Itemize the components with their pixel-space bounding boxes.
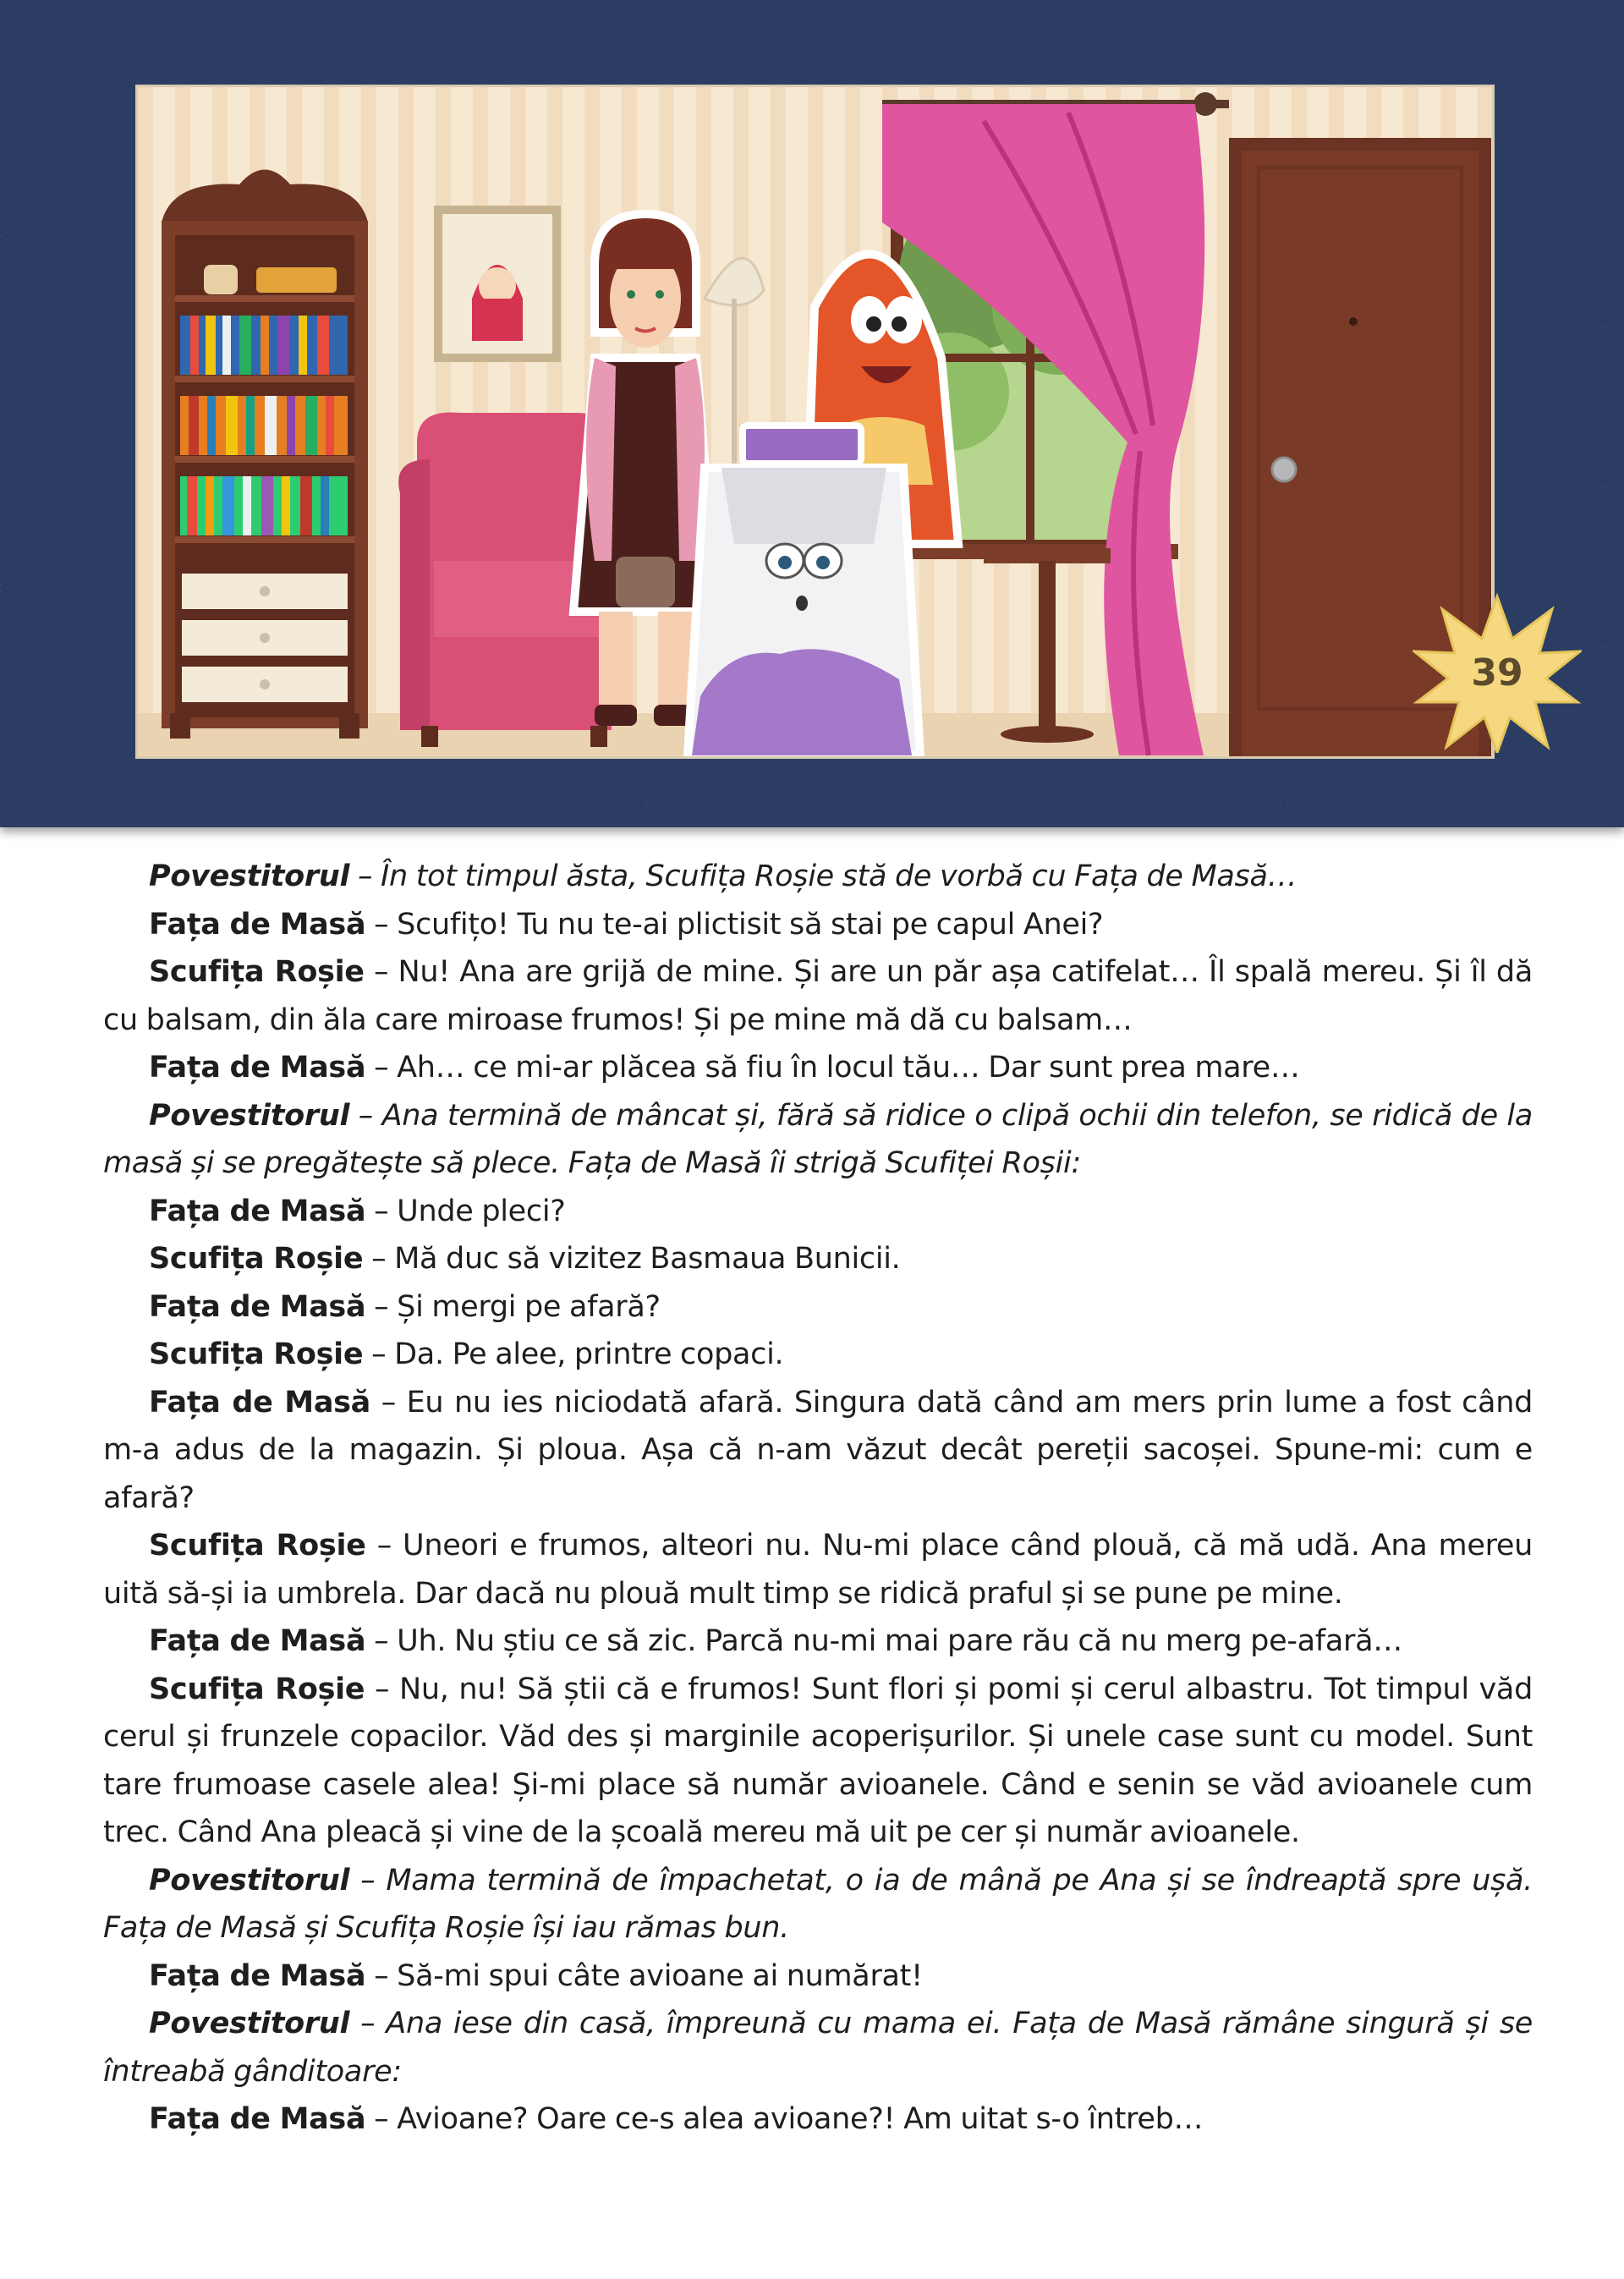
speaker-name: Fața de Masă	[149, 1385, 371, 1420]
paragraph-text: Ah… ce mi-ar plăcea să fiu în locul tău… Dar sunt prea mare…	[397, 1051, 1300, 1085]
dash: –	[365, 1194, 398, 1228]
speaker-name: Scufița Roșie	[149, 1529, 366, 1562]
narration-paragraph	[103, 1092, 1533, 1188]
room-scene	[138, 87, 1492, 756]
paragraph-text: Ana termină de mâncat și, fără să ridice o clipă ochii din telefon, se ridică de la masă și se pregătește să plece. Fața de Masă îi strigă Scufiței Roșii:	[103, 1098, 1533, 1180]
dash: –	[349, 2007, 387, 2040]
paragraph-text: Nu, nu! Să știi că e frumos! Sunt flori și pomi și cerul albastru. Tot timpul văd cerul și frunzele copacilor. Văd des și marginile acoperișurilor. Și unele case sunt cu model. Sunt tare frumoase casele alea! Și-mi place să număr avioanele. Când e senin se văd avioanele cum trec. Când Ana pleacă și vine de la școală mereu mă uit pe cer și număr avioanele.	[103, 1672, 1533, 1849]
speaker-name: Scufița Roșie	[149, 1337, 364, 1371]
paragraph-text: Nu! Ana are grijă de mine. Și are un păr așa catifelat… Îl spală mereu. Și îl dă cu balsam, din ăla care miroase frumos! Și pe mine mă dă cu balsam…	[103, 955, 1533, 1037]
dialogue-paragraph	[103, 1283, 1533, 1332]
speaker-name: Scufița Roșie	[149, 1242, 364, 1276]
dash: –	[363, 1337, 395, 1371]
paragraph-text: Mama termină de împachetat, o ia de mână pe Ana și se îndreaptă spre ușă. Fața de Masă și Scufița Roșie își iau rămas bun.	[103, 1863, 1533, 1945]
dialogue-paragraph	[103, 2095, 1533, 2144]
dialogue-paragraph	[103, 1379, 1533, 1523]
paragraph-text: Să-mi spui câte avioane ai numărat!	[397, 1958, 923, 1993]
bookshelf	[162, 170, 368, 739]
speaker-name: Fața de Masă	[149, 1051, 366, 1085]
paragraph-text: Scufițo! Tu nu te-ai plictisit să stai pe capul Anei?	[397, 907, 1104, 942]
narration-paragraph	[103, 853, 1533, 901]
paragraph-text: În tot timpul ăsta, Scufița Roșie stă de vorbă cu Fața de Masă…	[381, 859, 1298, 893]
paragraph-text: Și mergi pe afară?	[397, 1289, 661, 1324]
dialogue-paragraph	[103, 1617, 1533, 1666]
framed-portrait	[438, 210, 557, 358]
speaker-name: Povestitorul	[149, 2007, 350, 2040]
speaker-name: Scufița Roșie	[149, 955, 365, 989]
speaker-name: Fața de Masă	[149, 1624, 366, 1658]
speaker-name: Povestitorul	[149, 1098, 350, 1133]
speaker-name: Fața de Masă	[149, 1289, 366, 1324]
dialogue-paragraph	[103, 1331, 1533, 1379]
speaker-name: Povestitorul	[149, 1863, 350, 1897]
dash: –	[365, 1672, 399, 1706]
paragraph-text: Mă duc să vizitez Basmaua Bunicii.	[394, 1242, 901, 1276]
dash: –	[370, 1385, 407, 1420]
story-text	[103, 853, 1533, 2144]
dialogue-paragraph	[103, 1044, 1533, 1092]
dialogue-paragraph	[103, 1666, 1533, 1857]
paragraph-text: Uh. Nu știu ce să zic. Parcă nu-mi mai pare rău că nu merg pe-afară…	[397, 1624, 1402, 1658]
dash: –	[365, 907, 398, 942]
page-number-badge	[1413, 592, 1582, 753]
fata-de-masa-character	[688, 426, 920, 755]
dialogue-paragraph	[103, 948, 1533, 1044]
dash: –	[349, 1098, 382, 1133]
dash: –	[365, 1624, 398, 1658]
speaker-name: Scufița Roșie	[149, 1672, 365, 1706]
paragraph-text: Eu nu ies niciodată afară. Singura dată când am mers prin lume a fost când m-a adus de la magazin. Și ploua. Așa că n-am văzut decât pereții sacoșei. Spune-mi: cum e afară?	[103, 1385, 1533, 1515]
narration-paragraph	[103, 1857, 1533, 1952]
page-number: 39	[1471, 651, 1523, 695]
dash: –	[365, 1289, 398, 1324]
paragraph-text: Uneori e frumos, alteori nu. Nu-mi place când plouă, că mă udă. Ana mereu uită să-și ia umbrela. Dar dacă nu plouă mult timp se ridică praful și se pune pe mine.	[103, 1529, 1533, 1611]
dash: –	[364, 955, 398, 989]
paragraph-text: Unde pleci?	[397, 1194, 566, 1228]
dash: –	[349, 859, 381, 893]
dialogue-paragraph	[103, 1522, 1533, 1617]
dialogue-paragraph	[103, 1188, 1533, 1236]
dash: –	[363, 1242, 395, 1276]
narration-paragraph	[103, 2000, 1533, 2095]
dash: –	[365, 1529, 403, 1562]
paragraph-text: Da. Pe alee, printre copaci.	[394, 1337, 784, 1371]
speaker-name: Povestitorul	[149, 859, 350, 893]
dialogue-paragraph	[103, 1952, 1533, 2001]
speaker-name: Fața de Masă	[149, 1194, 366, 1228]
dash: –	[349, 1863, 387, 1897]
speaker-name: Fața de Masă	[149, 2102, 366, 2136]
dash: –	[365, 1051, 398, 1085]
paragraph-text: Ana iese din casă, împreună cu mama ei. Fața de Masă rămâne singură și se întreabă gânditoare:	[103, 2007, 1533, 2089]
illustration-frame	[0, 0, 1624, 827]
room-illustration	[135, 85, 1495, 759]
paragraph-text: Avioane? Oare ce-s alea avioane?! Am uitat s-o întreb…	[397, 2102, 1204, 2136]
dash: –	[365, 2102, 398, 2136]
speaker-name: Fața de Masă	[149, 1958, 366, 1993]
dialogue-paragraph	[103, 1235, 1533, 1283]
speaker-name: Fața de Masă	[149, 907, 366, 942]
dialogue-paragraph	[103, 901, 1533, 949]
dash: –	[365, 1958, 398, 1993]
